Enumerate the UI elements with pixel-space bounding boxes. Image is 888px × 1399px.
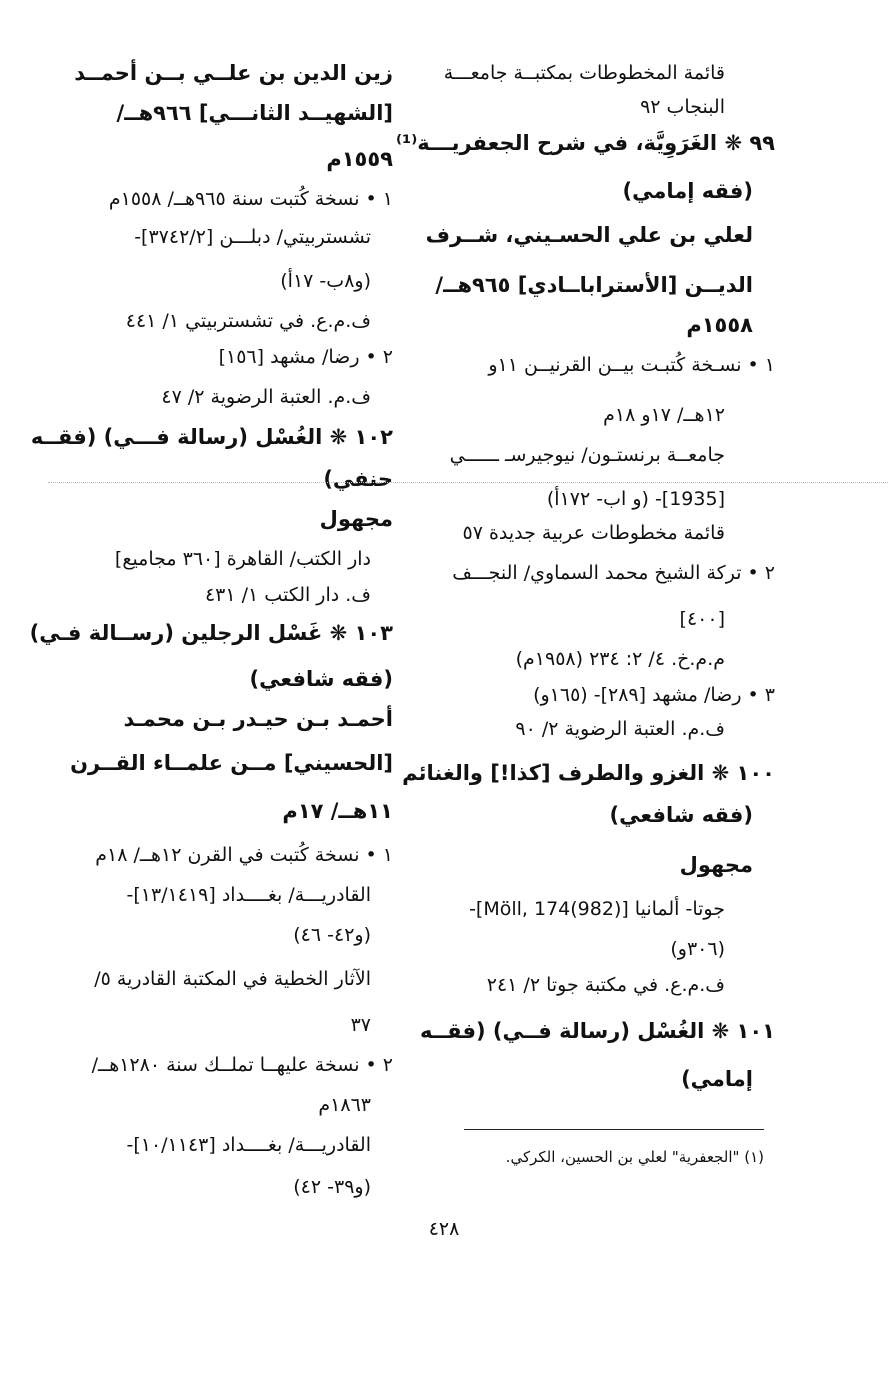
text-line: [٤٠٠] — [679, 608, 725, 630]
text-line: ف.م. العتبة الرضوية ٢/ ٩٠ — [515, 718, 725, 740]
text-line: حنفي) — [323, 467, 393, 491]
text-line: ٣ • رضا/ مشهد [٢٨٩]- (١٦٥و) — [533, 684, 775, 706]
text-line: ٢ • تركة الشيخ محمد السماوي/ النجـــف — [452, 562, 775, 584]
text-line: (و٣٩- ٤٢) — [293, 1176, 371, 1198]
text-line: قائمة المخطوطات بمكتبــة جامعـــة — [443, 62, 725, 84]
text-line: إمامي) — [681, 1067, 753, 1091]
page-number: ٤٢٨ — [428, 1218, 460, 1240]
text-line: قائمة مخطوطات عربية جديدة ٥٧ — [462, 522, 725, 544]
text-line: جوتا- ألمانيا [Möll, 174(982)]- — [469, 898, 725, 920]
text-line: ف. دار الكتب ١/ ٤٣١ — [204, 584, 371, 606]
text-line: ف.م. العتبة الرضوية ٢/ ٤٧ — [161, 386, 371, 408]
text-line: القادريـــة/ بغــــداد [١٠/١١٤٣]- — [126, 1134, 371, 1156]
text-line: (٣٠٦و) — [670, 938, 725, 960]
text-line: (فقه إمامي) — [622, 179, 753, 203]
text-line: زين الدين بن علــي بــن أحمــد — [74, 61, 393, 85]
text-line: ١ • نسخة كُتبت سنة ٩٦٥هــ/ ١٥٥٨م — [108, 188, 393, 210]
text-line: [الشهيــد الثانـــي] ٩٦٦هــ/ — [116, 101, 393, 125]
text-line: ٩٩ ❋ الغَرَوِيَّة، في شرح الجعفريـــة⁽¹⁾ — [395, 131, 775, 155]
text-line: ١١هــ/ ١٧م — [282, 799, 393, 823]
scan-dotted-line — [48, 482, 888, 483]
text-line: القادريـــة/ بغــــداد [١٣/١٤١٩]- — [126, 884, 371, 906]
text-line: جامعــة برنستـون/ نيوجيرسـ ــــــي — [449, 444, 725, 466]
text-line: ١٥٥٨م — [686, 313, 753, 337]
text-line: مجهول — [319, 507, 393, 531]
text-line: الديــن [الأستراباــادي] ٩٦٥هــ/ — [435, 273, 753, 297]
text-line: (و٨ب- ١٧أ) — [280, 270, 371, 292]
text-line: ف.م.ع. في تشستربيتي ١/ ٤٤١ — [125, 310, 371, 332]
text-line: دار الكتب/ القاهرة [٣٦٠ مجاميع] — [114, 548, 371, 570]
text-line: م.م.خ. ٤/ ٢: ٢٣٤ (١٩٥٨م) — [515, 648, 725, 670]
text-line: مجهول — [679, 853, 753, 877]
text-line: [الحسيني] مــن علمــاء القــرن — [70, 751, 393, 775]
text-line: ١٠١ ❋ الغُسْل (رسالة فــي) (فقــه — [419, 1019, 775, 1043]
footnote-rule — [464, 1129, 764, 1130]
text-line: ٣٧ — [350, 1014, 371, 1036]
text-line: ١٠٠ ❋ الغزو والطرف [كذا!] والغنائم — [402, 761, 775, 785]
text-line: ٢ • رضا/ مشهد [١٥٦] — [218, 346, 393, 368]
text-line: ٢ • نسخة عليهــا تملــك سنة ١٢٨٠هــ/ — [91, 1054, 393, 1076]
text-line: أحمـد بـن حيـدر بـن محمـد — [123, 707, 393, 731]
text-line: البنجاب ٩٢ — [640, 96, 725, 118]
text-line: تشستربيتي/ دبلـــن [٣٧٤٢/٢]- — [134, 226, 371, 248]
text-line: ١٨٦٣م — [318, 1094, 371, 1116]
text-line: (و٤٢- ٤٦) — [293, 924, 371, 946]
text-line: ١ • نسـخة كُتبـت بيــن القرنيــن ١١و — [488, 354, 775, 376]
text-line: ١ • نسخة كُتبت في القرن ١٢هــ/ ١٨م — [95, 844, 393, 866]
text-line: [1935]- (و اب- ١٧٢أ) — [546, 488, 725, 510]
text-line: الآثار الخطية في المكتبة القادرية ٥/ — [94, 968, 371, 990]
text-line: ١٥٥٩م — [326, 147, 393, 171]
text-line: (فقه شافعي) — [249, 667, 393, 691]
text-line: ١٠٢ ❋ الغُسْل (رسالة فـــي) (فقــه — [30, 425, 393, 449]
text-line: ١٢هــ/ ١٧و ١٨م — [603, 404, 725, 426]
text-line: لعلي بن علي الحسـيني، شــرف — [425, 223, 753, 247]
footnote-text: (١) "الجعفرية" لعلي بن الحسين، الكركي. — [505, 1148, 764, 1166]
text-line: ١٠٣ ❋ غَسْل الرجلين (رســالة فـي) — [29, 621, 393, 645]
text-line: (فقه شافعي) — [609, 803, 753, 827]
text-line: ف.م.ع. في مكتبة جوتا ٢/ ٢٤١ — [486, 974, 725, 996]
